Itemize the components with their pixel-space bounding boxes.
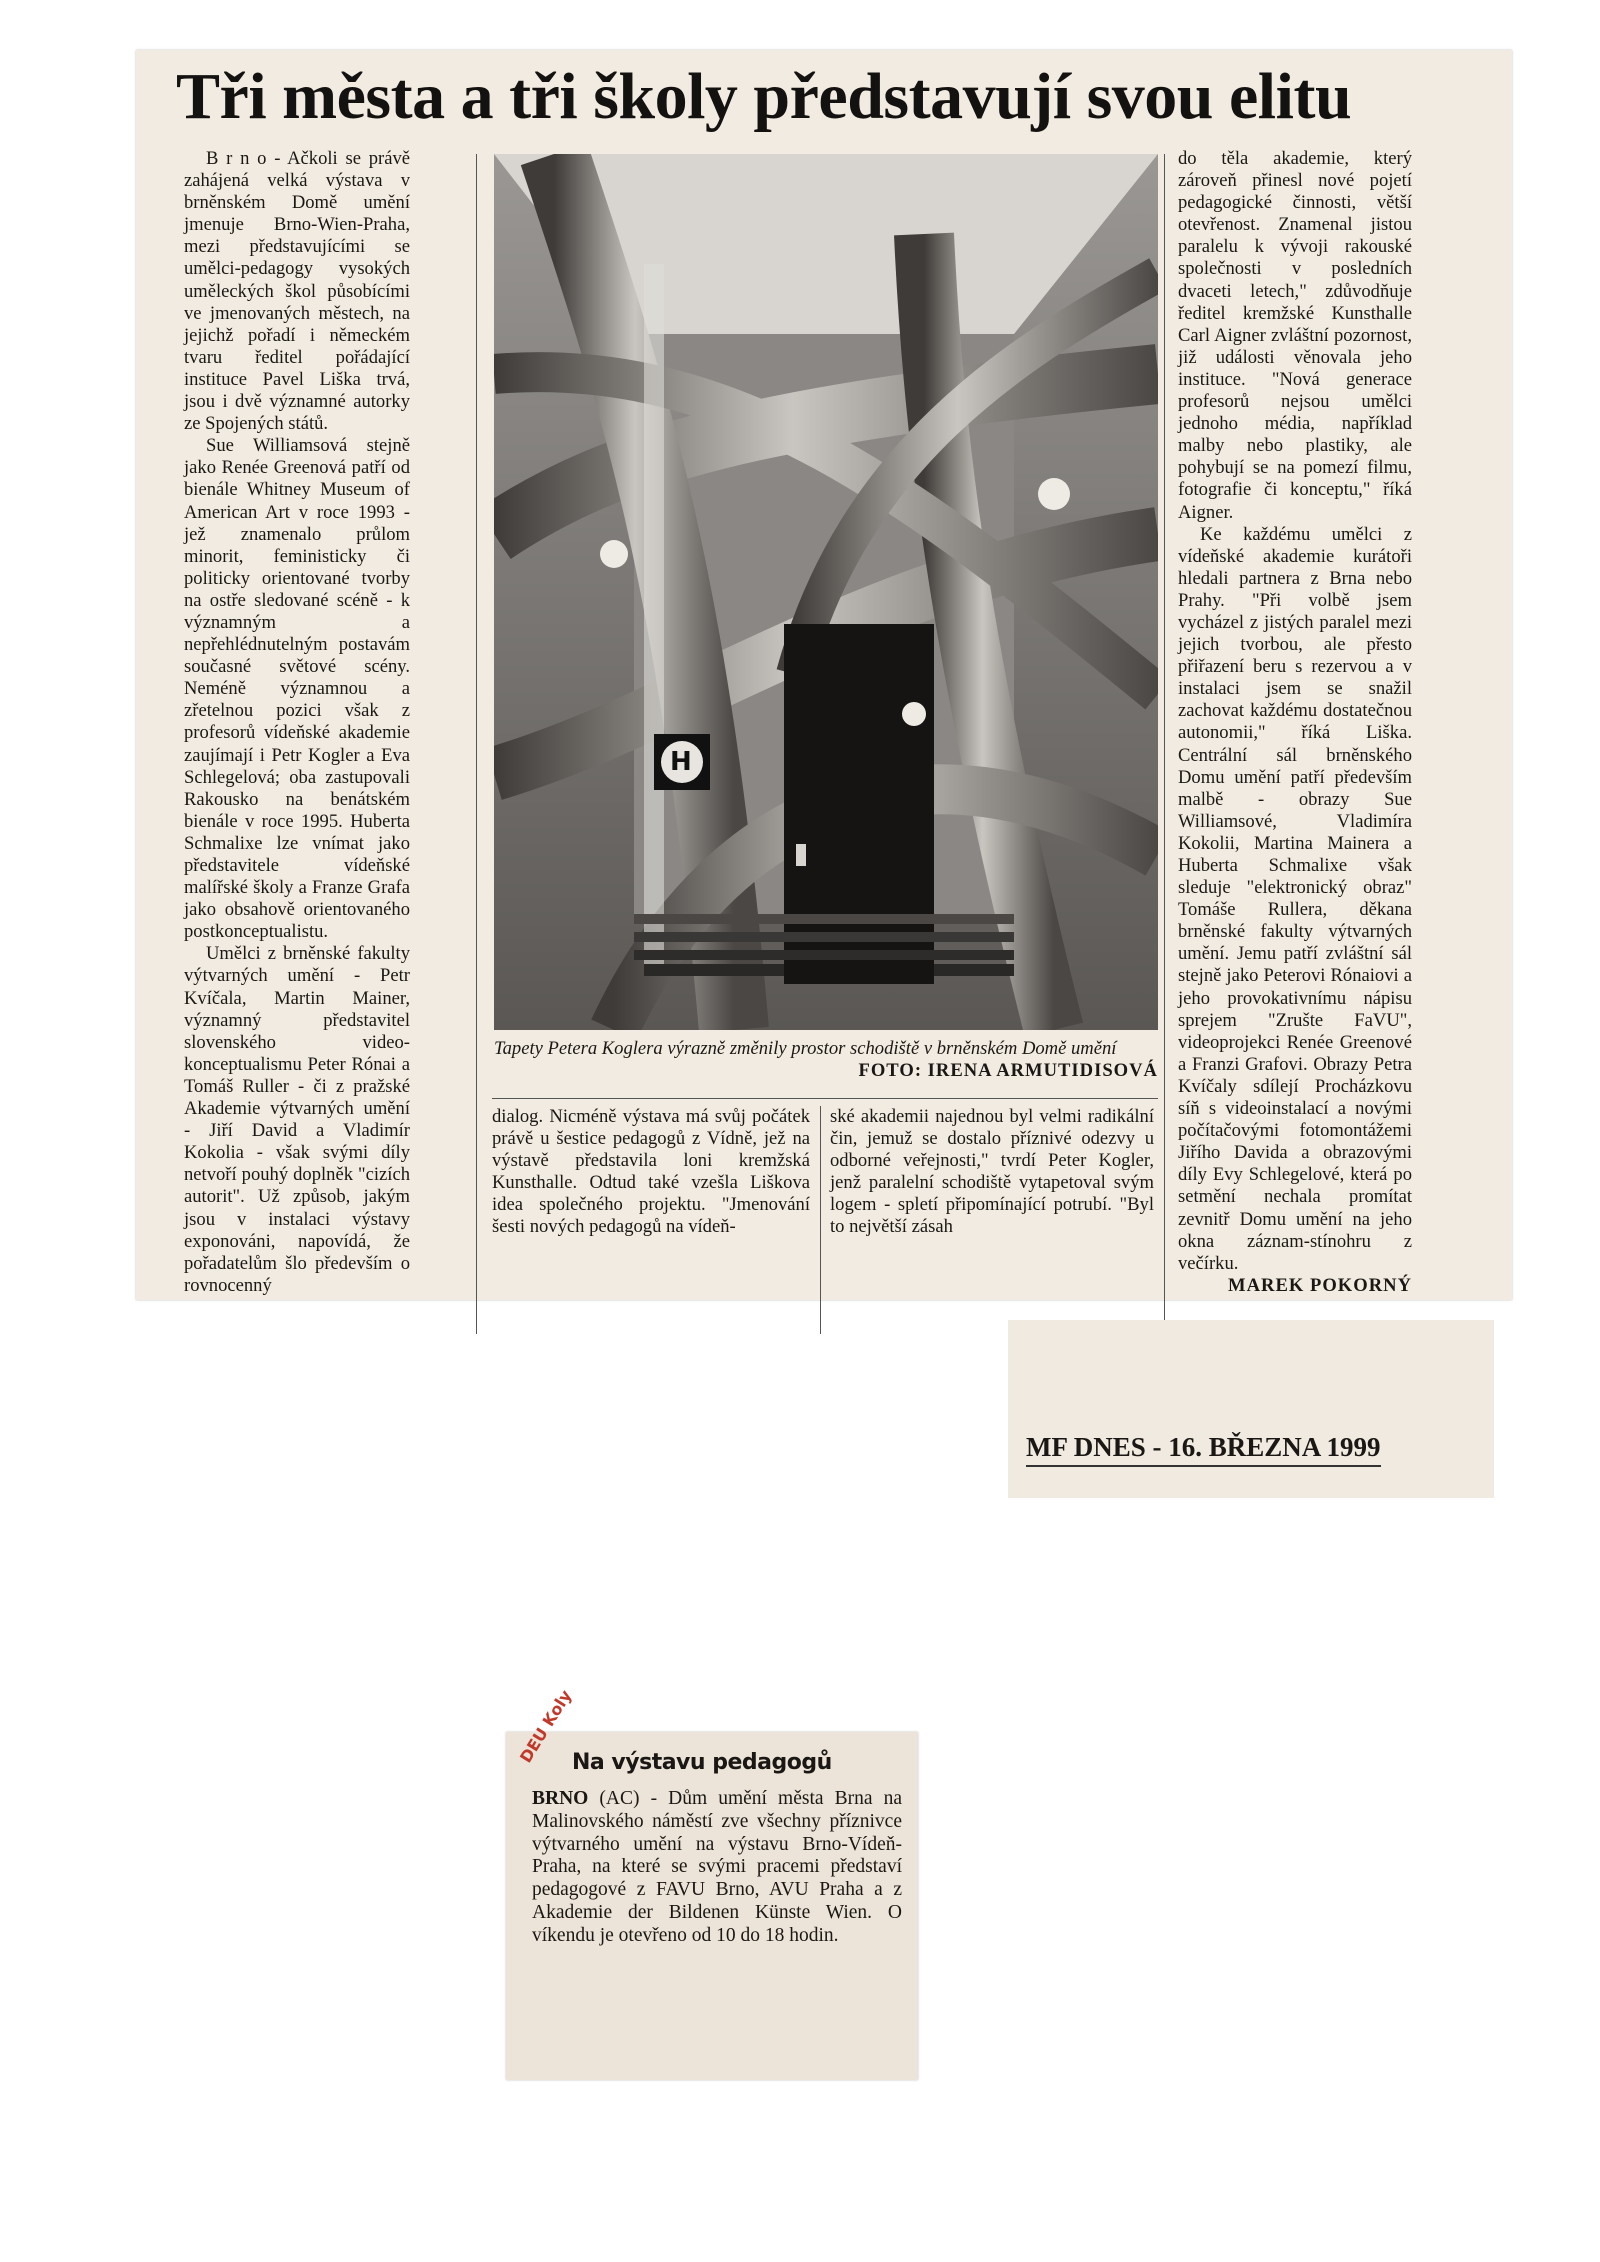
photo-credit: FOTO: IRENA ARMUTIDISOVÁ (858, 1060, 1158, 1081)
paragraph: do těla akademie, který zároveň přinesl nové pojetí pedagogické činnosti, větší otevřenost. Znamenal jistou paralelu k vývoji rakouské společnosti v posledních dvaceti letech," zdůvodňuje ředitel kremžské Kunsthalle Carl Aigner zvláštní pozornost, již události věnovala jeho instituce. "Nová generace profesorů nejsou umělci jednoho média, například malby nebo plastiky, ale pohybují se na pomezí filmu, fotografie či konceptu," říká Aigner. (1178, 148, 1412, 523)
article-column-2 (492, 1106, 810, 1239)
notice-body (532, 1788, 902, 1948)
article-author: MAREK POKORNÝ (1228, 1274, 1412, 1296)
caption-text: Tapety Petera Koglera výrazně změnily prostor schodiště v brněnském Domě umění (494, 1038, 1117, 1059)
notice-title: Na výstavu pedagogů (572, 1750, 832, 1775)
article-headline: Tři města a tři školy představují svou elitu (176, 60, 1352, 133)
notice-dateline: BRNO (532, 1788, 589, 1809)
paragraph (1178, 523, 1412, 1296)
article-column-1 (184, 148, 410, 1297)
paragraph: Sue Williamsová stejně jako Renée Greenová patří od bienále Whitney Museum of American Art v roce 1993 - jež znamenalo průlom minorit, feministicky či politicky orientované tvorby na ostře sledované scéně - k významným a nepřehlédnutelným postavám současné světové scény. Neméně významnou a zřetelnou pozici však z profesorů vídeňské akademie zaujímají i Petr Kogler a Eva Schlegelová; oba zastupovali Rakousko na benátském bienále v roce 1995. Huberta Schmalixe lze vnímat jako představitele vídeňské malířské školy a Franze Grafa jako obsahově orientovaného postkonceptualistu. (184, 435, 410, 943)
column-rule (476, 154, 477, 1334)
paragraph: dialog. Nicméně výstava má svůj počátek právě u šestice pedagogů z Vídně, jež na výstavě představila loni kremžská Kunsthalle. Odtud také vzešla Liškova idea společného projektu. "Jmenování šesti nových pedagogů na vídeň- (492, 1106, 810, 1238)
caption-rule (492, 1098, 1158, 1099)
source-clipping (1008, 1320, 1494, 1498)
photo-caption (494, 1038, 1158, 1082)
article-column-3 (830, 1106, 1154, 1239)
source-line: MF DNES - 16. BŘEZNA 1999 (1026, 1432, 1381, 1467)
paragraph-text: Ke každému umělci z vídeňské akademie kurátoři hledali partnera z Brna nebo Prahy. "Při volbě jsem vycházel z jistých paralel mezi jejich tvorbou, ale přesto přiřazení beru s rezervou a v instalaci jsem se snažil zachovat každému dostatečnou autonomii," říká Liška. Centrální sál brněnského Domu umění patří především malbě - obrazy Sue Williamsové, Vladimíra Kokolii, Martina Mainera a Huberta Schmalixe však sleduje "elektronický obraz" Tomáše Rullera, děkana brněnské fakulty výtvarných umění. Jemu patří zvláštní sál stejně jako Peterovi Rónaiovi a jeho provokativnímu nápisu sprejem "Zrušte FaVU", videoprojekci Renée Greenové a Franzi Grafovi. Obrazy Petra Kvíčaly sdílejí Procházkovu síň s videoinstalací a novými počítačovými fotomontážemi Jiřího Davida a obrazovými díly Evy Schlegelové, která po setmění nechala promítat zevnitř Domu umění na jeho okna záznam-stínohru z večírku. (1178, 523, 1412, 1274)
stairwell-photo-drawing (494, 154, 1158, 1030)
paragraph: B r n o - Ačkoli se právě zahájená velká výstava v brněnském Domě umění jmenuje Brno-Wien-Praha, mezi představujícími se umělci-pedagogy vysokých uměleckých škol působícími ve jmenovaných městech, na jejichž pořadí i německém tvaru ředitel pořádající instituce Pavel Liška trvá, jsou i dvě významné autorky ze Spojených států. (184, 148, 410, 435)
article-column-4 (1178, 148, 1412, 1297)
handwritten-note: DEU Koly (516, 1686, 576, 1767)
article-photo (494, 154, 1158, 1030)
sign-letter: H (670, 747, 692, 777)
column-rule (820, 1106, 821, 1334)
notice-clipping (506, 1686, 918, 2080)
article-clipping (136, 50, 1512, 1300)
column-rule (1164, 154, 1165, 1334)
paragraph: ské akademii najednou byl velmi radikální čin, jemuž se dostalo příznivé odezvy u odborné veřejnosti," tvrdí Peter Kogler, jenž paralelní schodiště vytapetoval svým logem - spletí připomínající potrubí. "Byl to největší zásah (830, 1106, 1154, 1238)
paragraph: Umělci z brněnské fakulty výtvarných umění - Petr Kvíčala, Martin Mainer, významný představitel slovenského video-konceptualismu Peter Rónai a Tomáš Ruller - či z pražské Akademie výtvarných umění - Jiří David a Vladimír Kokolia - však svými díly netvoří pouhý doplněk "cizích autorit". Už způsob, jakým jsou v instalaci výstavy exponováni, napovídá, že pořadatelům šlo především o rovnocenný (184, 943, 410, 1296)
notice-text: (AC) - Dům umění města Brna na Malinovského náměstí zve všechny příznivce výtvarného umění na výstavu Brno-Vídeň-Praha, na které se svými pracemi představí pedagogové z FAVU Brno, AVU Praha a z Akademie der Bildenen Künste Wien. O víkendu je otevřeno od 10 do 18 hodin. (532, 1788, 902, 1946)
